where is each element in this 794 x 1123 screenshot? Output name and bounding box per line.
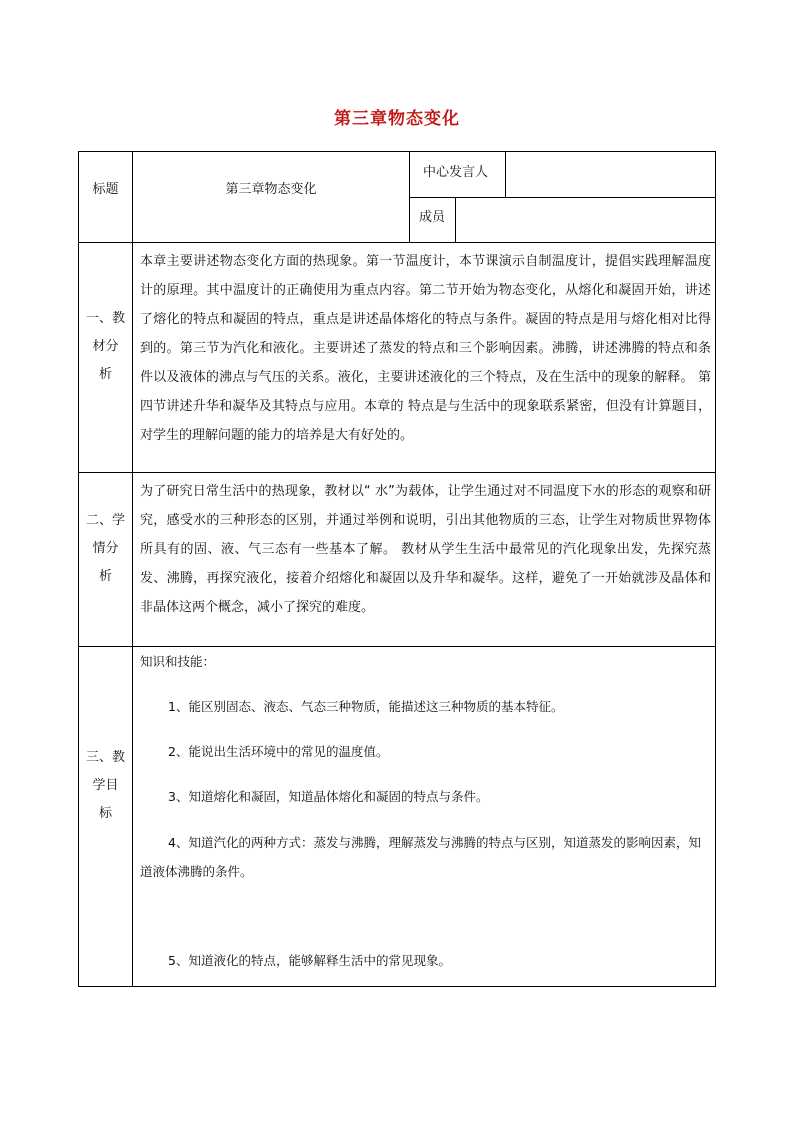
goal-item: 1、能区别固态、液态、气态三种物质，能描述这三种物质的基本特征。: [168, 699, 564, 714]
section-label-line: 学目: [92, 778, 119, 793]
section-label-line: 标: [98, 806, 112, 821]
goal-item: 5、知道液化的特点，能够解释生活中的常见现象。: [168, 953, 451, 968]
section-label-line: 析: [98, 569, 112, 584]
section-label-learner-analysis: [79, 507, 132, 591]
column-divider: [505, 152, 506, 197]
section-label-line: 一、教: [85, 311, 125, 326]
goal-item: 2、能说出生活环境中的常见的温度值。: [168, 744, 389, 759]
column-divider: [132, 152, 133, 987]
goals-heading: 知识和技能：: [140, 654, 216, 669]
speaker-label: 中心发言人: [423, 165, 489, 180]
section-label-line: 三、教: [85, 750, 125, 765]
section-label-textbook-analysis: [79, 305, 132, 389]
column-divider: [455, 197, 456, 242]
lesson-plan-table: [78, 151, 716, 987]
goal-item: 4、知道汽化的两种方式：蒸发与沸腾，理解蒸发与沸腾的特点与区别，知道蒸发的影响因素，知道液体沸腾的条件。: [140, 835, 701, 879]
section-label-line: 二、学: [85, 513, 125, 528]
teaching-goals-content: [140, 648, 711, 975]
document-title: 第三章物态变化: [334, 109, 460, 129]
title-label: 标题: [92, 182, 119, 197]
row-divider: [79, 472, 716, 473]
row-divider: [79, 242, 716, 243]
section-label-teaching-goals: [79, 744, 132, 828]
section-label-line: 情分: [92, 541, 119, 556]
section-label-line: 析: [98, 367, 112, 382]
textbook-analysis-text: 本章主要讲述物态变化方面的热现象。第一节温度计，本节课演示自制温度计，提倡实践理解温度计的原理。其中温度计的正确使用为重点内容。第二节开始为物态变化，从熔化和凝固开始，讲述了熔化的特点和凝固的特点，重点是讲述晶体熔化的特点与条件。凝固的特点是用与熔化相对比得到的。第三节为汽化和液化。主要讲述了蒸发的特点和三个影响因素。沸腾，讲述沸腾的特点和条件以及液体的沸点与气压的关系。液化，主要讲述液化的三个特点，及在生活中的现象的解释。 第四节讲述升华和凝华及其特点与应用。本章的 特点是与生活中的现象联系紧密，但没有计算题目，对学生的理解问题的能力的培养是大有好处的。: [140, 254, 711, 443]
row-divider: [409, 197, 716, 198]
learner-analysis-text: 为了研究日常生活中的热现象，教材以“ 水”为载体，让学生通过对不同温度下水的形态的观察和研究，感受水的三种形态的区别，并通过举例和说明，引出其他物质的三态，让学生对物质世界物体所具有的固、液、气三态有一些基本了解。 教材从学生生活中最常见的汽化现象出发，先探究蒸发、沸腾，再探究液化，接着介绍熔化和凝固以及升华和凝华。这样，避免了一开始就涉及晶体和非晶体这两个概念，减小了探究的难度。: [140, 484, 711, 615]
row-divider: [79, 646, 716, 647]
section-label-line: 材分: [92, 339, 119, 354]
goal-item: 3、知道熔化和凝固，知道晶体熔化和凝固的特点与条件。: [168, 789, 489, 804]
members-label: 成员: [419, 210, 446, 225]
topic-value: 第三章物态变化: [225, 182, 317, 197]
